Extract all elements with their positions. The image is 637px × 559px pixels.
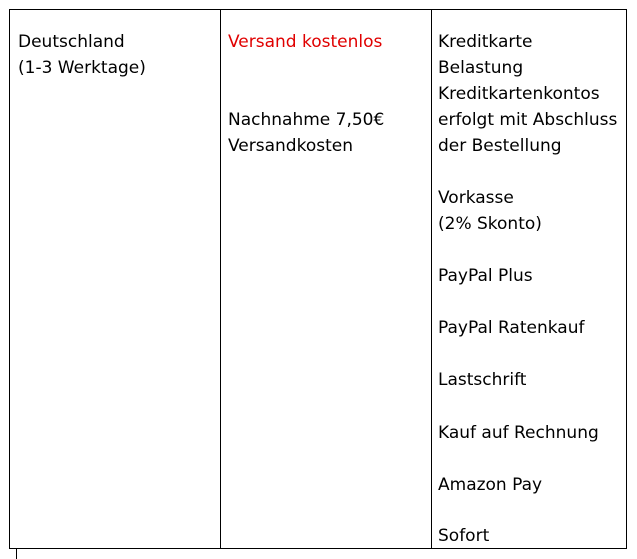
table-continuation-line [16,549,17,559]
column-divider-2 [431,10,432,548]
delivery-time-label: (1-3 Werktage) [18,58,146,78]
payment-method-prepayment-discount: (2% Skonto) [438,214,542,234]
country-label: Deutschland [18,32,125,52]
payment-method-paypal-installments: PayPal Ratenkauf [438,318,585,338]
cod-fee-label: Nachnahme 7,50€ [228,110,385,130]
shipping-free-label: Versand kostenlos [228,32,383,52]
payment-method-paypal-plus: PayPal Plus [438,266,533,286]
column-divider-1 [220,10,221,548]
payment-method-amazon-pay: Amazon Pay [438,475,543,495]
payment-method-credit-card-detail: Kreditkartenkontos [438,84,600,104]
payment-method-credit-card-detail: Belastung [438,58,524,78]
payment-method-sofort: Sofort [438,526,490,546]
payment-method-prepayment: Vorkasse [438,188,514,208]
payment-method-invoice: Kauf auf Rechnung [438,423,599,443]
cod-fee-suffix-label: Versandkosten [228,136,353,156]
payment-method-direct-debit: Lastschrift [438,370,527,390]
payment-method-credit-card-detail: erfolgt mit Abschluss [438,110,618,130]
payment-method-credit-card-detail: der Bestellung [438,136,562,156]
payment-method-credit-card: Kreditkarte [438,32,533,52]
